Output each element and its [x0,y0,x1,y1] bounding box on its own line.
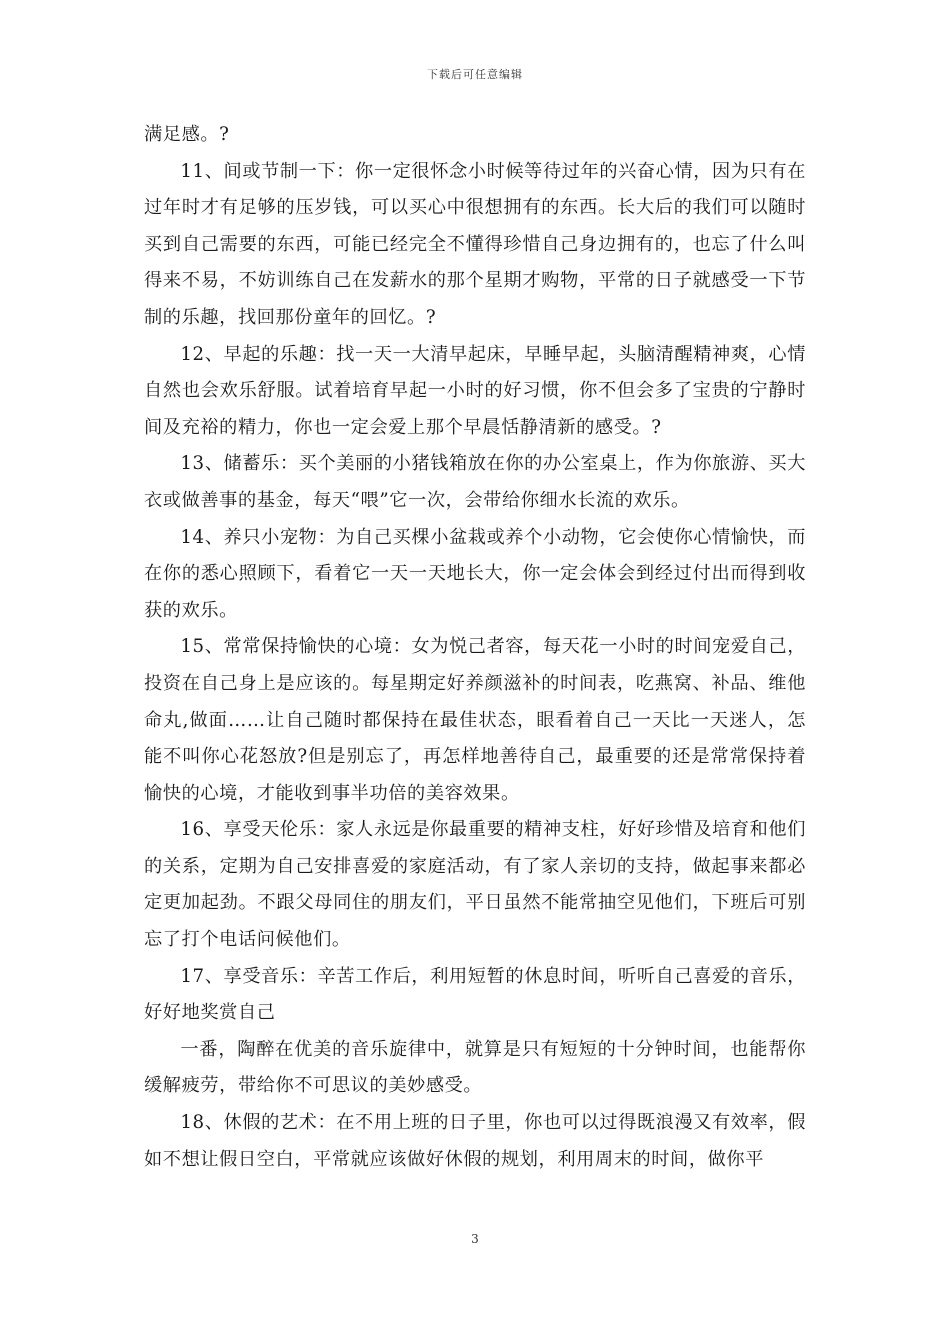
paragraph: 14、养只小宠物：为自己买棵小盆栽或养个小动物，它会使你心情愉快，而在你的悉心照顾下，看着它一天一天地长大，你一定会体会到经过付出而得到收获的欢乐。 [144,526,806,621]
paragraph: 13、储蓄乐：买个美丽的小猪钱箱放在你的办公室桌上，作为你旅游、买大衣或做善事的基金，每天“喂”它一次，会带给你细水长流的欢乐。 [144,453,806,511]
page-number: 3 [471,1232,479,1246]
paragraph: 12、早起的乐趣：找一天一大清早起床，早睡早起，头脑清醒精神爽，心情自然也会欢乐舒服。试着培育早起一小时的好习惯，你不但会多了宝贵的宁静时间及充裕的精力，你也一定会爱上那个早晨恬静清新的感受。? [144,343,806,438]
paragraph: 16、享受天伦乐：家人永远是你最重要的精神支柱，好好珍惜及培育和他们的关系，定期为自己安排喜爱的家庭活动，有了家人亲切的支持，做起事来都必定更加起劲。不跟父母同住的朋友们，平日虽然不能常抽空见他们，下班后可别忘了打个电话问候他们。 [144,819,806,951]
paragraph: 15、常常保持愉快的心境：女为悦己者容，每天花一小时的时间宠爱自己，投资在自己身上是应该的。每星期定好养颜滋补的时间表，吃燕窝、补品、维他命丸,做面……让自己随时都保持在最佳状态，眼看着自己一天比一天迷人，怎能不叫你心花怒放?但是别忘了，再怎样地善待自己，最重要的还是常常保持着愉快的心境，才能收到事半功倍的美容效果。 [144,636,806,804]
paragraph: 11、间或节制一下：你一定很怀念小时候等待过年的兴奋心情，因为只有在过年时才有足够的压岁钱，可以买心中很想拥有的东西。长大后的我们可以随时买到自己需要的东西，可能已经完全不懂得珍惜自己身边拥有的，也忘了什么叫得来不易，不妨训练自己在发薪水的那个星期才购物，平常的日子就感受一下节制的乐趣，找回那份童年的回忆。? [144,160,806,328]
paragraph: 17、享受音乐：辛苦工作后，利用短暂的休息时间，听听自己喜爱的音乐，好好地奖赏自己 [144,965,806,1024]
paragraph: 一番，陶醉在优美的音乐旋律中，就算是只有短短的十分钟时间，也能帮你缓解疲劳，带给你不可思议的美妙感受。 [144,1038,806,1097]
page-header: 下载后可任意编辑 [427,68,523,81]
paragraph: 18、休假的艺术：在不用上班的日子里，你也可以过得既浪漫又有效率，假如不想让假日空白，平常就应该做好休假的规划，利用周末的时间，做你平 [144,1112,806,1170]
document-body [144,117,806,1178]
paragraph: 满足感。? [144,124,230,145]
